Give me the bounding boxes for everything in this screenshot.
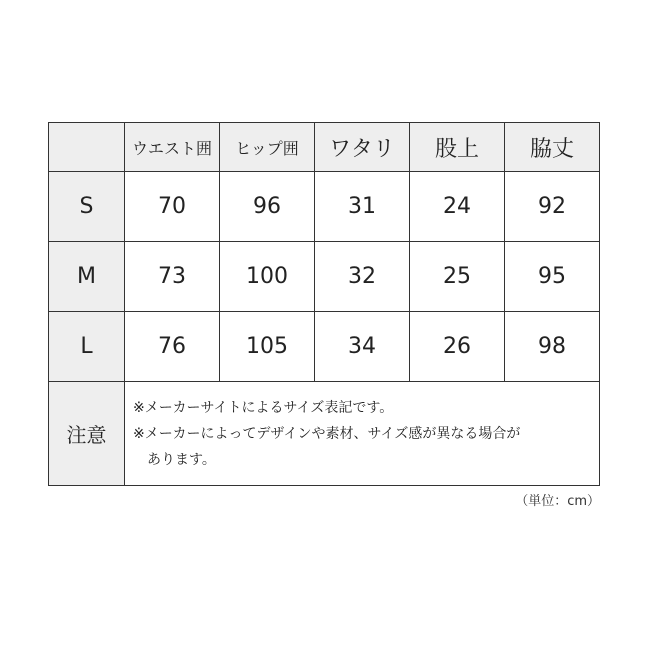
- cell-thigh: 32: [315, 242, 410, 312]
- header-corner-cell: [49, 123, 125, 172]
- cell-hip: 105: [220, 312, 315, 382]
- unit-label: （単位：cm）: [515, 494, 600, 509]
- note-line: あります。: [147, 451, 216, 468]
- size-row-s: [49, 172, 600, 242]
- cell-hip: 96: [220, 172, 315, 242]
- header-row: [49, 123, 600, 172]
- header-hip: ヒップ囲: [220, 123, 315, 172]
- cell-outseam: 98: [505, 312, 600, 382]
- size-label: S: [49, 172, 125, 242]
- size-label: L: [49, 312, 125, 382]
- note-row: [49, 382, 600, 486]
- note-line: ※メーカーサイトによるサイズ表記です。: [133, 399, 394, 416]
- note-label: 注意: [49, 382, 125, 486]
- cell-rise: 25: [410, 242, 505, 312]
- header-outseam: 脇丈: [505, 123, 600, 172]
- cell-outseam: 95: [505, 242, 600, 312]
- cell-waist: 73: [125, 242, 220, 312]
- size-row-l: [49, 312, 600, 382]
- header-thigh: ワタリ: [315, 123, 410, 172]
- size-label: M: [49, 242, 125, 312]
- note-line: ※メーカーによってデザインや素材、サイズ感が異なる場合が: [133, 425, 521, 442]
- cell-rise: 24: [410, 172, 505, 242]
- note-body: [125, 382, 600, 486]
- header-waist: ウエスト囲: [125, 123, 220, 172]
- size-table: [48, 122, 600, 486]
- cell-waist: 76: [125, 312, 220, 382]
- cell-outseam: 92: [505, 172, 600, 242]
- header-rise: 股上: [410, 123, 505, 172]
- cell-hip: 100: [220, 242, 315, 312]
- cell-rise: 26: [410, 312, 505, 382]
- cell-thigh: 31: [315, 172, 410, 242]
- cell-thigh: 34: [315, 312, 410, 382]
- size-row-m: [49, 242, 600, 312]
- cell-waist: 70: [125, 172, 220, 242]
